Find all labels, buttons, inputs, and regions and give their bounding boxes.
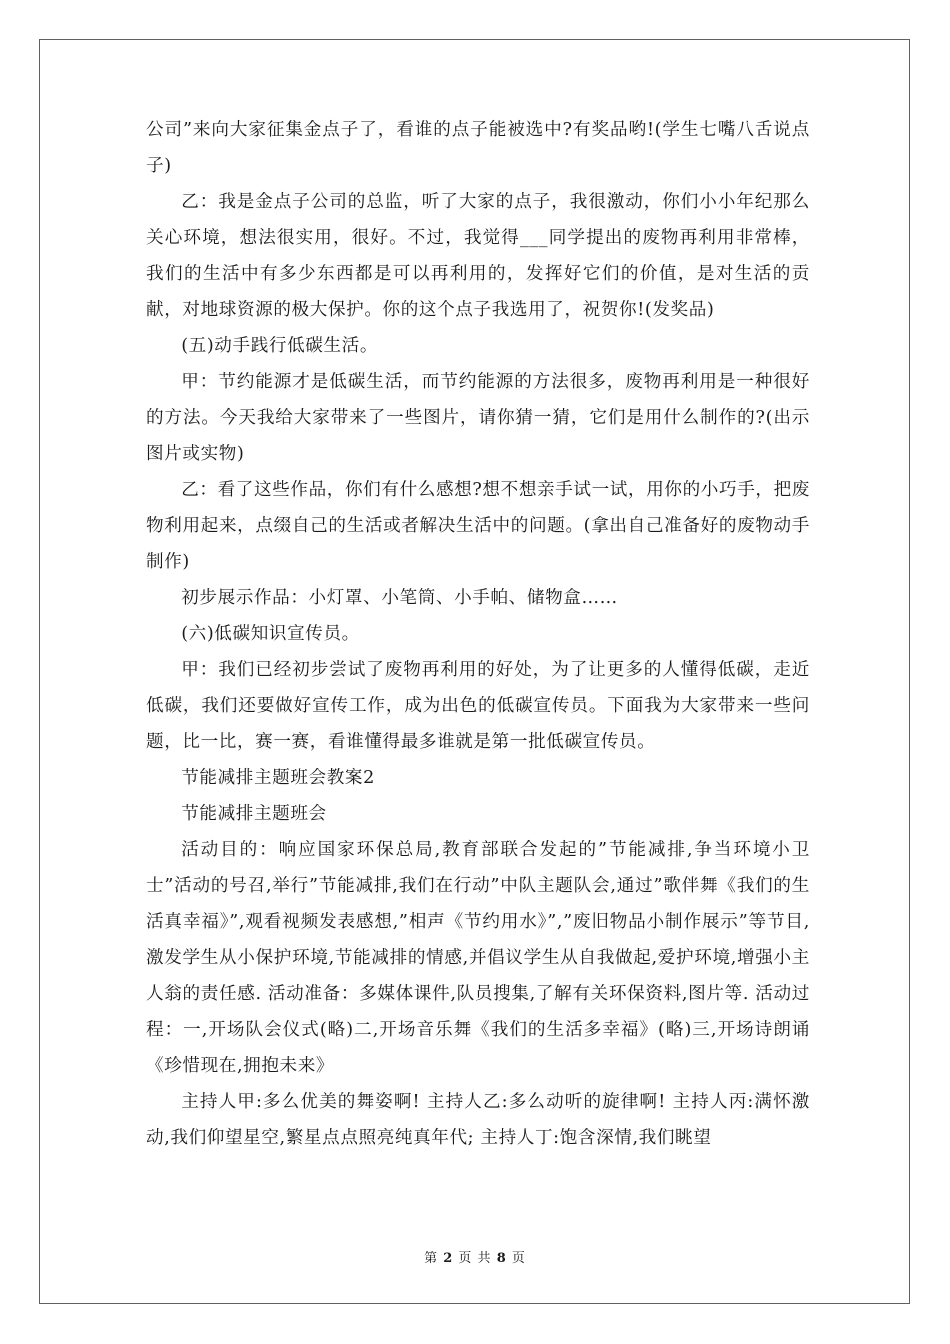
paragraph: 主持人甲:多么优美的舞姿啊! 主持人乙:多么动听的旋律啊! 主持人丙:满怀激动,我们仰望星空,繁星点点照亮纯真年代; 主持人丁:饱含深情,我们眺望 (146, 1092, 810, 1148)
paragraph: 公司”来向大家征集金点子了，看谁的点子能被选中?有奖品哟!(学生七嘴八舌说点子) (146, 120, 810, 176)
section-subheading: 节能减排主题班会 (181, 804, 327, 824)
paragraph: 甲：节约能源才是低碳生活，而节约能源的方法很多，废物再利用是一种很好的方法。今天我给大家带来了一些图片，请你猜一猜，它们是用什么制作的?(出示图片或实物) (146, 372, 810, 464)
section-heading: 节能减排主题班会教案2 (181, 768, 375, 788)
footer-prefix: 第 (424, 1251, 439, 1266)
page-footer (0, 1247, 950, 1266)
footer-suffix: 页 (511, 1251, 526, 1266)
paragraph: 初步展示作品：小灯罩、小笔筒、小手帕、储物盒…… (181, 588, 618, 608)
document-body (146, 112, 810, 1156)
current-page-number: 2 (443, 1251, 454, 1266)
paragraph: (五)动手践行低碳生活。 (181, 336, 379, 356)
paragraph: 甲：我们已经初步尝试了废物再利用的好处，为了让更多的人懂得低碳，走近低碳，我们还要做好宣传工作，成为出色的低碳宣传员。下面我为大家带来一些问题，比一比，赛一赛，看谁懂得最多谁就是第一批低碳宣传员。 (146, 660, 810, 752)
total-pages-number: 8 (496, 1251, 507, 1266)
paragraph: 乙：看了这些作品，你们有什么感想?想不想亲手试一试，用你的小巧手，把废物利用起来，点缀自己的生活或者解决生活中的问题。(拿出自己准备好的废物动手制作) (146, 480, 810, 572)
footer-middle: 页 共 (458, 1251, 492, 1266)
paragraph: (六)低碳知识宣传员。 (181, 624, 360, 644)
paragraph: 乙：我是金点子公司的总监，听了大家的点子，我很激动，你们小小年纪那么关心环境，想法很实用，很好。不过，我觉得___同学提出的废物再利用非常棒，我们的生活中有多少东西都是可以再利用的，发挥好它们的价值，是对生活的贡献，对地球资源的极大保护。你的这个点子我选用了，祝贺你!(发奖品) (146, 192, 810, 320)
paragraph: 活动目的：响应国家环保总局,教育部联合发起的”节能减排,争当环境小卫士”活动的号召,举行”节能减排,我们在行动”中队主题队会,通过”歌伴舞《我们的生活真幸福》”,观看视频发表感想,”相声《节约用水》”,”废旧物品小制作展示”等节目,激发学生从小保护环境,节能减排的情感,并倡议学生从自我做起,爱护环境,增强小主人翁的责任感. 活动准备：多媒体课件,队员搜集,了解有关环保资料,图片等. 活动过程：一,开场队会仪式(略)二,开场音乐舞《我们的生活多幸福》(略)三,开场诗朗诵《珍惜现在,拥抱未来》 (146, 840, 810, 1076)
